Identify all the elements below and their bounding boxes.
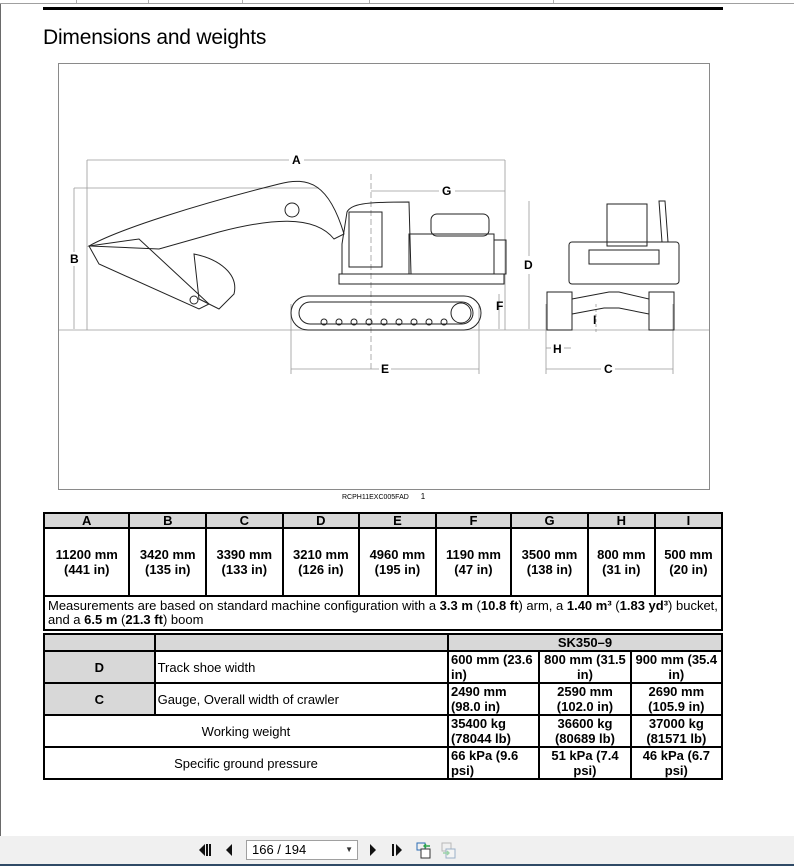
header-cell-empty bbox=[155, 634, 448, 651]
previous-view-button[interactable] bbox=[414, 841, 434, 859]
value-mm: 11200 mm bbox=[55, 547, 118, 562]
value-mm: 3500 mm bbox=[521, 547, 578, 562]
table-note-row bbox=[44, 596, 722, 630]
dimension-lines bbox=[59, 160, 709, 374]
table-header-row bbox=[44, 513, 722, 528]
model-header: SK350–9 bbox=[448, 634, 722, 651]
header-cell-empty bbox=[44, 634, 155, 651]
table-row bbox=[44, 715, 722, 747]
value-in: (20 in) bbox=[669, 562, 708, 577]
column-header: E bbox=[359, 513, 436, 528]
row-description: Gauge, Overall width of crawler bbox=[155, 683, 448, 715]
boom-pivot bbox=[285, 203, 299, 217]
value-in: (126 in) bbox=[298, 562, 344, 577]
dimension-value bbox=[655, 528, 722, 596]
front-body bbox=[569, 242, 679, 284]
value-in: (47 in) bbox=[454, 562, 493, 577]
spec-value: 37000 kg (81571 lb) bbox=[631, 715, 722, 747]
figure-number: 1 bbox=[420, 492, 426, 501]
spec-value: 800 mm (31.5 in) bbox=[539, 651, 630, 683]
divider bbox=[369, 0, 370, 3]
value-in: (31 in) bbox=[602, 562, 641, 577]
spec-value: 66 kPa (9.6 psi) bbox=[448, 747, 539, 779]
spec-value: 600 mm (23.6 in) bbox=[448, 651, 539, 683]
column-header: A bbox=[44, 513, 129, 528]
value-in: (133 in) bbox=[221, 562, 268, 577]
first-page-icon bbox=[198, 843, 214, 857]
page-selector[interactable] bbox=[246, 840, 358, 860]
label-a: A bbox=[292, 153, 301, 167]
dimension-value bbox=[129, 528, 206, 596]
page-left-edge bbox=[0, 4, 1, 836]
dimension-value bbox=[283, 528, 360, 596]
value-mm: 3210 mm bbox=[293, 547, 349, 562]
column-header: C bbox=[206, 513, 283, 528]
column-header: H bbox=[588, 513, 655, 528]
value-mm: 500 mm bbox=[664, 547, 713, 562]
divider bbox=[148, 0, 149, 3]
specification-table bbox=[43, 633, 723, 780]
header-rule bbox=[43, 7, 723, 10]
row-label: D bbox=[44, 651, 155, 683]
table-row bbox=[44, 747, 722, 779]
column-header: G bbox=[511, 513, 588, 528]
next-view-icon bbox=[440, 841, 458, 859]
previous-page-icon bbox=[224, 843, 234, 857]
top-border bbox=[0, 0, 794, 4]
spec-value: 36600 kg (80689 lb) bbox=[539, 715, 630, 747]
label-b: B bbox=[70, 252, 79, 266]
spec-value: 35400 kg (78044 lb) bbox=[448, 715, 539, 747]
table-row bbox=[44, 651, 722, 683]
excavator-front-view bbox=[547, 201, 679, 330]
column-header: F bbox=[436, 513, 512, 528]
track bbox=[291, 296, 481, 330]
dimension-value bbox=[511, 528, 588, 596]
spec-value: 46 kPa (6.7 psi) bbox=[631, 747, 722, 779]
table-row bbox=[44, 528, 722, 596]
excavator-dimension-figure bbox=[58, 63, 710, 490]
front-cab bbox=[607, 204, 647, 246]
engine-cover bbox=[409, 234, 494, 274]
page-indicator: 166 / 194 bbox=[252, 842, 307, 857]
label-f: F bbox=[496, 299, 504, 313]
value-in: (135 in) bbox=[145, 562, 191, 577]
spec-value: 2490 mm (98.0 in) bbox=[448, 683, 539, 715]
divider bbox=[76, 0, 77, 3]
figure-caption bbox=[342, 492, 425, 501]
excavator-side-view bbox=[89, 181, 506, 330]
spec-value: 51 kPa (7.4 psi) bbox=[539, 747, 630, 779]
value-mm: 3390 mm bbox=[216, 547, 273, 562]
spec-value: 900 mm (35.4 in) bbox=[631, 651, 722, 683]
value-in: (138 in) bbox=[526, 562, 573, 577]
spec-value: 2690 mm (105.9 in) bbox=[631, 683, 722, 715]
page-title: Dimensions and weights bbox=[43, 26, 267, 49]
value-mm: 3420 mm bbox=[139, 547, 196, 562]
next-page-button[interactable] bbox=[366, 841, 380, 859]
boom bbox=[89, 181, 344, 249]
row-label: C bbox=[44, 683, 155, 715]
cab-window bbox=[349, 212, 382, 267]
sprocket bbox=[451, 303, 471, 323]
upper-frame bbox=[339, 274, 504, 284]
value-mm: 4960 mm bbox=[369, 547, 426, 562]
left-track bbox=[547, 292, 572, 330]
cab bbox=[342, 202, 411, 274]
value-mm: 1190 mm bbox=[445, 547, 501, 562]
undercarriage bbox=[572, 292, 649, 314]
label-c: C bbox=[604, 362, 613, 376]
first-page-button[interactable] bbox=[197, 841, 215, 859]
previous-page-button[interactable] bbox=[222, 841, 236, 859]
table-row bbox=[44, 683, 722, 715]
table-header-row bbox=[44, 634, 722, 651]
column-header: B bbox=[129, 513, 206, 528]
configuration-note: Measurements are based on standard machine configuration with a 3.3 m (10.8 ft) arm, a 1.40 m³ (1.83 yd³) bucket, and a 6.5 m (21.3 ft) boom bbox=[44, 596, 722, 630]
value-in: (441 in) bbox=[63, 562, 110, 577]
pdf-viewer-toolbar bbox=[0, 836, 794, 864]
label-i: I bbox=[593, 313, 597, 327]
column-header: I bbox=[655, 513, 722, 528]
excavator-drawing bbox=[59, 64, 709, 489]
label-d: D bbox=[524, 258, 533, 272]
value-in: (195 in) bbox=[374, 562, 421, 577]
label-g: G bbox=[442, 184, 452, 198]
last-page-button[interactable] bbox=[388, 841, 406, 859]
value-mm: 800 mm bbox=[597, 547, 646, 562]
dimension-value bbox=[44, 528, 129, 596]
column-header: D bbox=[283, 513, 360, 528]
dimensions-table bbox=[43, 512, 723, 631]
bucket-pivot bbox=[190, 296, 198, 304]
dimension-value bbox=[206, 528, 283, 596]
divider bbox=[242, 0, 243, 3]
counterweight bbox=[494, 240, 506, 274]
label-e: E bbox=[381, 362, 390, 376]
arm bbox=[89, 239, 209, 309]
dimension-value bbox=[436, 528, 512, 596]
row-description: Specific ground pressure bbox=[44, 747, 448, 779]
handrail bbox=[659, 201, 668, 242]
dimension-value bbox=[588, 528, 655, 596]
right-track bbox=[649, 292, 674, 330]
chevron-down-icon: ▼ bbox=[345, 845, 353, 854]
engine-hood bbox=[431, 214, 489, 236]
bucket bbox=[194, 254, 235, 309]
figure-code: RCPH11EXC005FAD bbox=[342, 494, 409, 501]
last-page-icon bbox=[389, 843, 405, 857]
divider bbox=[553, 0, 554, 3]
label-h: H bbox=[553, 342, 562, 356]
front-grille bbox=[589, 250, 659, 264]
spec-value: 2590 mm (102.0 in) bbox=[539, 683, 630, 715]
row-description: Working weight bbox=[44, 715, 448, 747]
next-page-icon bbox=[368, 843, 378, 857]
dimension-value bbox=[359, 528, 436, 596]
next-view-button[interactable] bbox=[439, 841, 459, 859]
previous-view-icon bbox=[415, 841, 433, 859]
row-description: Track shoe width bbox=[155, 651, 448, 683]
